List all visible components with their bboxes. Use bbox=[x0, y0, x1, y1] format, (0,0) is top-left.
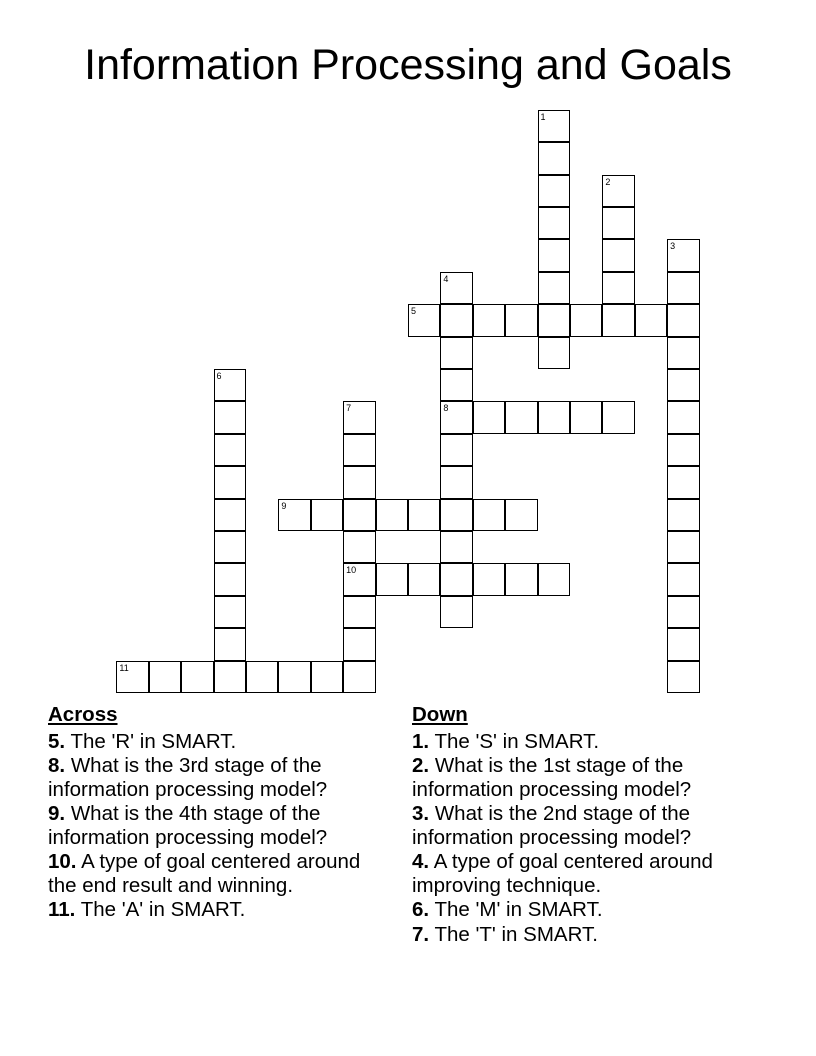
grid-cell[interactable] bbox=[667, 272, 699, 304]
puzzle-title: Information Processing and Goals bbox=[84, 41, 732, 89]
grid-cell[interactable] bbox=[667, 304, 699, 336]
grid-cell[interactable] bbox=[538, 142, 570, 174]
clue-number: 8. bbox=[48, 754, 66, 777]
across-clue-11 bbox=[48, 898, 393, 922]
grid-cell[interactable] bbox=[667, 596, 699, 628]
grid-cell[interactable] bbox=[440, 434, 472, 466]
grid-cell[interactable] bbox=[538, 239, 570, 271]
grid-cell[interactable] bbox=[667, 369, 699, 401]
grid-cell[interactable] bbox=[343, 531, 375, 563]
grid-cell[interactable] bbox=[602, 239, 634, 271]
grid-cell[interactable] bbox=[343, 661, 375, 693]
grid-cell[interactable] bbox=[473, 499, 505, 531]
grid-cell[interactable] bbox=[343, 596, 375, 628]
grid-cell[interactable] bbox=[505, 304, 537, 336]
grid-cell[interactable] bbox=[570, 401, 602, 433]
grid-cell[interactable] bbox=[311, 661, 343, 693]
grid-cell[interactable] bbox=[376, 563, 408, 595]
down-heading: Down bbox=[412, 703, 468, 726]
grid-cell[interactable] bbox=[214, 401, 246, 433]
cell-number: 6 bbox=[216, 371, 222, 382]
grid-cell[interactable] bbox=[602, 401, 634, 433]
cell-number: 5 bbox=[410, 306, 416, 317]
across-clue-10 bbox=[48, 850, 393, 897]
grid-cell[interactable] bbox=[667, 563, 699, 595]
clue-text: What is the 2nd stage of the information processing model? bbox=[412, 802, 692, 849]
clue-number: 11. bbox=[48, 898, 76, 921]
cell-number: 4 bbox=[443, 273, 449, 284]
grid-cell[interactable] bbox=[278, 661, 310, 693]
grid-cell[interactable] bbox=[440, 369, 472, 401]
across-clue-9 bbox=[48, 802, 393, 849]
grid-cell[interactable] bbox=[602, 272, 634, 304]
grid-cell[interactable] bbox=[181, 661, 213, 693]
clue-text: What is the 4th stage of the information processing model? bbox=[48, 802, 328, 849]
cell-number: 3 bbox=[670, 241, 676, 252]
across-clue-5 bbox=[48, 730, 393, 754]
clue-text: The 'A' in SMART. bbox=[80, 898, 246, 921]
grid-cell[interactable] bbox=[440, 304, 472, 336]
clue-number: 2. bbox=[412, 754, 430, 777]
grid-cell[interactable] bbox=[246, 661, 278, 693]
grid-cell[interactable] bbox=[343, 499, 375, 531]
grid-cell[interactable] bbox=[538, 563, 570, 595]
grid-cell[interactable] bbox=[311, 499, 343, 531]
grid-cell[interactable] bbox=[635, 304, 667, 336]
grid-cell[interactable] bbox=[538, 304, 570, 336]
grid-cell[interactable] bbox=[538, 207, 570, 239]
grid-cell[interactable] bbox=[408, 563, 440, 595]
grid-cell[interactable] bbox=[440, 596, 472, 628]
clue-text: What is the 3rd stage of the information processing model? bbox=[48, 754, 328, 801]
grid-cell[interactable] bbox=[538, 401, 570, 433]
grid-cell[interactable] bbox=[408, 499, 440, 531]
grid-cell[interactable] bbox=[667, 337, 699, 369]
grid-cell[interactable] bbox=[667, 466, 699, 498]
grid-cell[interactable] bbox=[440, 337, 472, 369]
grid-cell[interactable] bbox=[440, 499, 472, 531]
clue-text: A type of goal centered around improving technique. bbox=[412, 850, 713, 897]
grid-cell[interactable] bbox=[602, 207, 634, 239]
down-clue-1 bbox=[412, 730, 757, 754]
grid-cell[interactable] bbox=[343, 434, 375, 466]
across-clue-8 bbox=[48, 754, 393, 801]
grid-cell[interactable] bbox=[214, 499, 246, 531]
down-clues bbox=[412, 703, 757, 947]
clue-number: 6. bbox=[412, 898, 430, 921]
grid-cell[interactable] bbox=[343, 563, 375, 595]
down-clue-2 bbox=[412, 754, 757, 801]
grid-cell[interactable] bbox=[667, 661, 699, 693]
grid-cell[interactable] bbox=[440, 401, 472, 433]
grid-cell[interactable] bbox=[473, 304, 505, 336]
grid-cell[interactable] bbox=[538, 110, 570, 142]
across-heading: Across bbox=[48, 703, 118, 726]
clue-number: 7. bbox=[412, 922, 430, 946]
grid-cell[interactable] bbox=[538, 337, 570, 369]
clue-number: 9. bbox=[48, 802, 66, 825]
cell-number: 2 bbox=[605, 176, 611, 187]
cell-number: 11 bbox=[119, 662, 129, 673]
cell-number: 7 bbox=[346, 403, 352, 414]
clue-number: 1. bbox=[412, 729, 430, 753]
clue-text: The 'M' in SMART. bbox=[434, 898, 603, 921]
clue-text: What is the 1st stage of the information processing model? bbox=[412, 754, 692, 801]
grid-cell[interactable] bbox=[214, 628, 246, 660]
clue-text: The 'R' in SMART. bbox=[70, 729, 237, 753]
grid-cell[interactable] bbox=[667, 499, 699, 531]
grid-cell[interactable] bbox=[505, 563, 537, 595]
clue-text: A type of goal centered around the end result and winning. bbox=[48, 850, 361, 897]
grid-cell[interactable] bbox=[214, 466, 246, 498]
grid-cell[interactable] bbox=[214, 369, 246, 401]
clue-number: 10. bbox=[48, 850, 77, 873]
grid-cell[interactable] bbox=[440, 563, 472, 595]
grid-cell[interactable] bbox=[440, 272, 472, 304]
grid-cell[interactable] bbox=[667, 531, 699, 563]
grid-cell[interactable] bbox=[214, 531, 246, 563]
grid-cell[interactable] bbox=[278, 499, 310, 531]
grid-cell[interactable] bbox=[376, 499, 408, 531]
clue-text: The 'S' in SMART. bbox=[434, 729, 600, 753]
cell-number: 9 bbox=[281, 500, 287, 511]
grid-cell[interactable] bbox=[505, 401, 537, 433]
cell-number: 8 bbox=[443, 403, 449, 414]
grid-cell[interactable] bbox=[440, 531, 472, 563]
grid-cell[interactable] bbox=[214, 434, 246, 466]
clue-number: 4. bbox=[412, 850, 430, 873]
grid-cell[interactable] bbox=[116, 661, 148, 693]
grid-cell[interactable] bbox=[343, 628, 375, 660]
grid-cell[interactable] bbox=[667, 401, 699, 433]
grid-cell[interactable] bbox=[214, 563, 246, 595]
grid-cell[interactable] bbox=[667, 434, 699, 466]
grid-cell[interactable] bbox=[570, 304, 602, 336]
down-clue-7 bbox=[412, 923, 757, 947]
grid-cell[interactable] bbox=[602, 304, 634, 336]
clue-number: 3. bbox=[412, 802, 430, 825]
grid-cell[interactable] bbox=[667, 628, 699, 660]
grid-cell[interactable] bbox=[343, 401, 375, 433]
clue-number: 5. bbox=[48, 729, 66, 753]
grid-cell[interactable] bbox=[149, 661, 181, 693]
grid-cell[interactable] bbox=[667, 239, 699, 271]
down-clue-3 bbox=[412, 802, 757, 849]
grid-cell[interactable] bbox=[473, 401, 505, 433]
cell-number: 1 bbox=[540, 111, 546, 122]
down-clue-6 bbox=[412, 898, 757, 922]
grid-cell[interactable] bbox=[408, 304, 440, 336]
grid-cell[interactable] bbox=[602, 175, 634, 207]
grid-cell[interactable] bbox=[440, 466, 472, 498]
grid-cell[interactable] bbox=[505, 499, 537, 531]
grid-cell[interactable] bbox=[343, 466, 375, 498]
grid-cell[interactable] bbox=[538, 175, 570, 207]
grid-cell[interactable] bbox=[538, 272, 570, 304]
grid-cell[interactable] bbox=[214, 596, 246, 628]
cell-number: 10 bbox=[346, 565, 357, 576]
grid-cell[interactable] bbox=[214, 661, 246, 693]
grid-cell[interactable] bbox=[473, 563, 505, 595]
clue-text: The 'T' in SMART. bbox=[434, 922, 598, 946]
across-clues bbox=[48, 703, 393, 923]
down-clue-4 bbox=[412, 850, 757, 897]
